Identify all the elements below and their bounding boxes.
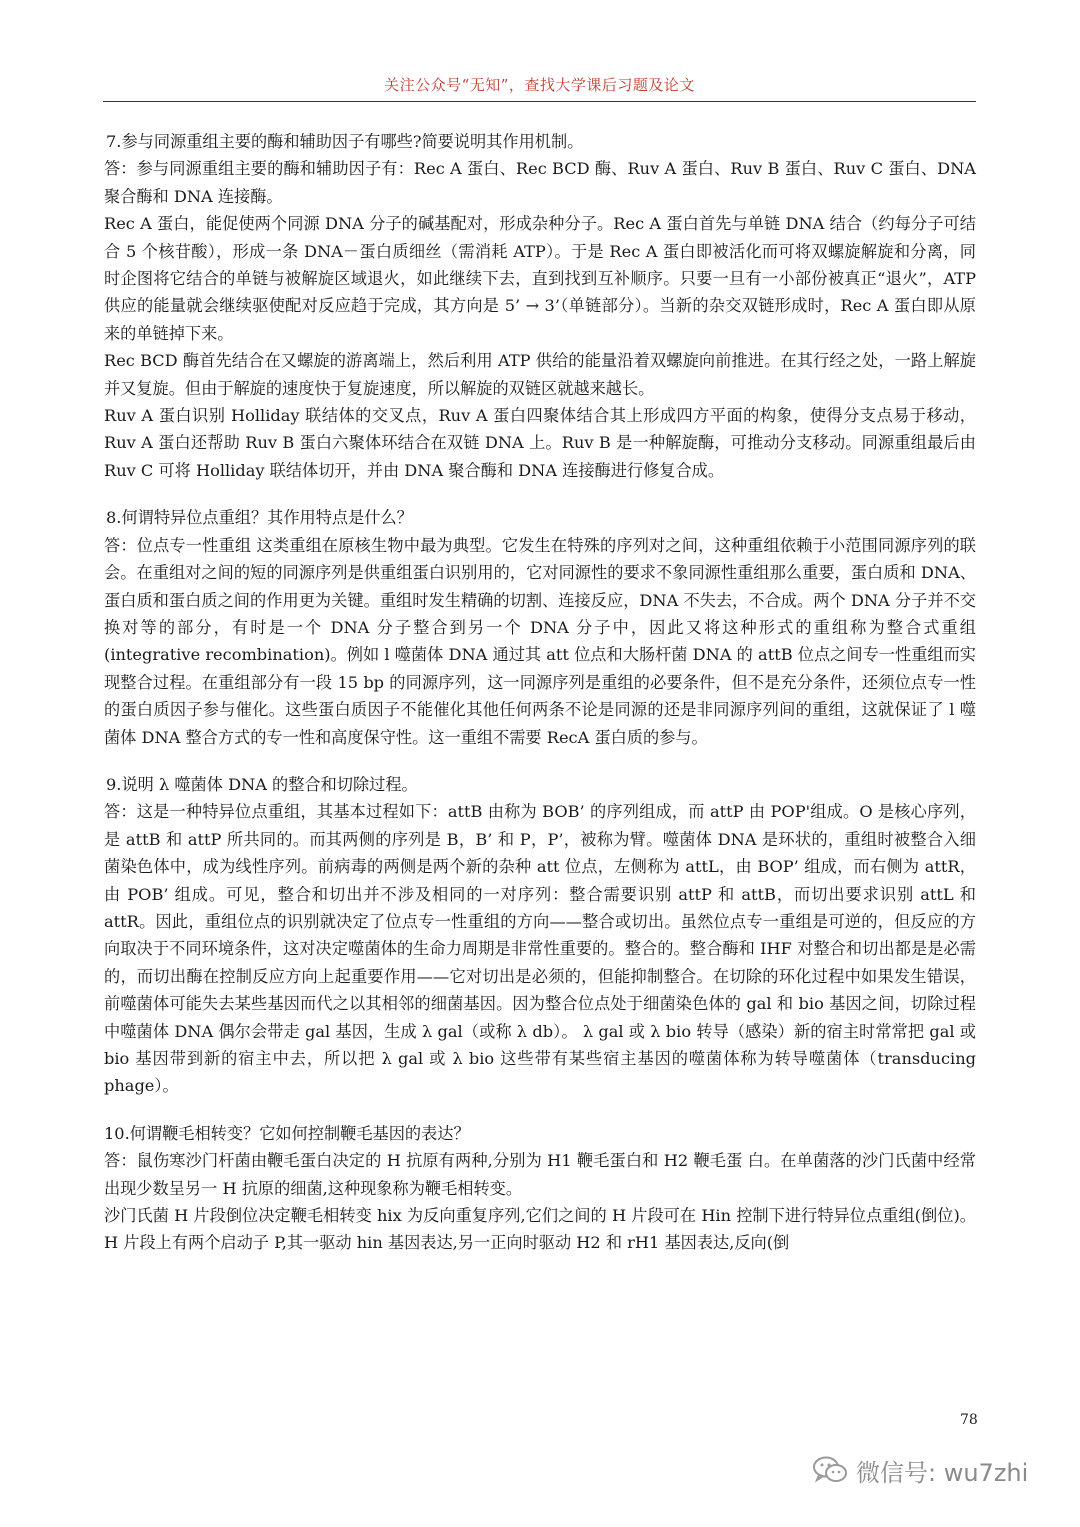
question-title: 7.参与同源重组主要的酶和辅助因子有哪些?简要说明其作用机制。 xyxy=(106,132,584,151)
question-title: 8.何谓特异位点重组？其作用特点是什么？ xyxy=(106,508,413,528)
answer-paragraph: 答：参与同源重组主要的酶和辅助因子有：Rec A 蛋白、Rec BCD 酶、Ruv A 蛋白、Ruv B 蛋白、Ruv C 蛋白、DNA 聚合酶和 DNA 连接酶。 xyxy=(104,159,976,206)
answer-paragraph: 答：鼠伤寒沙门杆菌由鞭毛蛋白决定的 H 抗原有两种,分别为 H1 鞭毛蛋白和 H2 鞭毛蛋 白。在单菌落的沙门氏菌中经常出现少数呈另一 H 抗原的细菌,这种现象称为鞭毛相转变。 xyxy=(104,1151,976,1198)
question-title: 9.说明 λ 噬菌体 DNA 的整合和切除过程。 xyxy=(106,774,418,794)
answer-paragraph: 答：这是一种特异位点重组，其基本过程如下：attB 由称为 BOB’ 的序列组成，而 attP 由 POP'组成。O 是核心序列，是 attB 和 attP 所共同的。而其两侧的序列是 B，B’ 和 P，P’，被称为臂。噬菌体 DNA 是环状的，重组时被整合入细菌染色体中，成为线性序列。前病毒的两侧是两个新的杂种 att 位点，左侧称为 attL，由 BOP’ 组成，而右侧为 attR，由 POB’ 组成。可见，整合和切出并不涉及相同的一对序列：整合需要识别 attP 和 attB，而切出要求识别 attL 和 attR。因此，重组位点的识别就决定了位点专一性重组的方向——整合或切出。虽然位点专一重组是可逆的，但反应的方向取决于不同环境条件，这对决定噬菌体的生命力周期是非常性重要的。整合的。整合酶和 IHF 对整合和切出都是是必需的，而切出酶在控制反应方向上起重要作用——它对切出是必须的，但能抑制整合。在切除的环化过程中如果发生错误，前噬菌体可能失去某些基因而代之以其相邻的细菌基因。因为整合位点处于细菌染色体的 gal 和 bio 基因之间，切除过程中噬菌体 DNA 偶尔会带走 gal 基因，生成 λ gal（或称 λ db）。 λ gal 或 λ bio 转导（感染）新的宿主时常常把 gal 或 bio 基因带到新的宿主中去，所以把 λ gal 或 λ bio 这些带有某些宿主基因的噬菌体称为转导噬菌体（transducing phage）。 xyxy=(104,802,976,1096)
answer-paragraph: Rec A 蛋白，能促使两个同源 DNA 分子的碱基配对，形成杂种分子。Rec A 蛋白首先与单链 DNA 结合（约每分子可结合 5 个核苷酸），形成一条 DNA－蛋白质细丝（需消耗 ATP）。于是 Rec A 蛋白即被活化而可将双螺旋解旋和分离，同时企图将它结合的单链与被解旋区域退火，如此继续下去，直到找到互补顺序。只要一旦有一小部份被真正“退火”，ATP 供应的能量就会继续驱使配对反应趋于完成，其方向是 5’ → 3’（单链部分）。当新的杂交双链形成时，Rec A 蛋白即从原来的单链掉下来。 xyxy=(104,214,976,343)
answer-paragraph: Rec BCD 酶首先结合在又螺旋的游离端上，然后利用 ATP 供给的能量沿着双螺旋向前推进。在其行经之处，一路上解旋并又复旋。但由于解旋的速度快于复旋速度，所以解旋的双链区就越来越长。 xyxy=(104,351,976,398)
page-content xyxy=(104,128,976,1277)
section-q9 xyxy=(104,771,976,1100)
section-q8 xyxy=(104,504,976,751)
section-q10 xyxy=(104,1120,976,1257)
answer-paragraph: Ruv A 蛋白识别 Holliday 联结体的交叉点，Ruv A 蛋白四聚体结合其上形成四方平面的构象，使得分支点易于移动，Ruv A 蛋白还帮助 Ruv B 蛋白六聚体环结合在双链 DNA 上。Ruv B 是一种解旋酶，可推动分支移动。同源重组最后由 Ruv C 可将 Holliday 联结体切开，并由 DNA 聚合酶和 DNA 连接酶进行修复合成。 xyxy=(104,406,976,480)
watermark-text: 微信号: wu7zhi xyxy=(856,1458,1029,1487)
answer-paragraph: 沙门氏菌 H 片段倒位决定鞭毛相转变 hix 为反向重复序列,它们之间的 H 片段可在 Hin 控制下进行特异位点重组(倒位)。H 片段上有两个启动子 P,其一驱动 hin 基因表达,另一正向时驱动 H2 和 rH1 基因表达,反向(倒 xyxy=(104,1206,976,1253)
question-title: 10.何谓鞭毛相转变？它如何控制鞭毛基因的表达？ xyxy=(104,1123,470,1143)
wechat-watermark xyxy=(812,1452,1028,1488)
answer-paragraph: 答：位点专一性重组 这类重组在原核生物中最为典型。它发生在特殊的序列对之间，这种重组依赖于小范围同源序列的联会。在重组对之间的短的同源序列是供重组蛋白识别用的，它对同源性的要求不象同源性重组那么重要，蛋白质和 DNA、蛋白质和蛋白质之间的作用更为关键。重组时发生精确的切割、连接反应，DNA 不失去，不合成。两个 DNA 分子并不交换对等的部分，有时是一个 DNA 分子整合到另一个 DNA 分子中，因此又将这种形式的重组称为整合式重组(integrative recombination)。例如 l 噬菌体 DNA 通过其 att 位点和大肠杆菌 DNA 的 attB 位点之间专一性重组而实现整合过程。在重组部分有一段 15 bp 的同源序列，这一同源序列是重组的必要条件，但不是充分条件，还须位点专一性的蛋白质因子参与催化。这些蛋白质因子不能催化其他任何两条不论是同源的还是非同源序列间的重组，这就保证了 l 噬菌体 DNA 整合方式的专一性和高度保守性。这一重组不需要 RecA 蛋白质的参与。 xyxy=(104,535,976,747)
wechat-icon xyxy=(812,1455,848,1485)
page-number: 78 xyxy=(960,1412,978,1428)
section-q7 xyxy=(104,128,976,484)
page-header: 关注公众号“无知”，查找大学课后习题及论文 xyxy=(384,76,695,94)
header-divider xyxy=(103,101,976,102)
